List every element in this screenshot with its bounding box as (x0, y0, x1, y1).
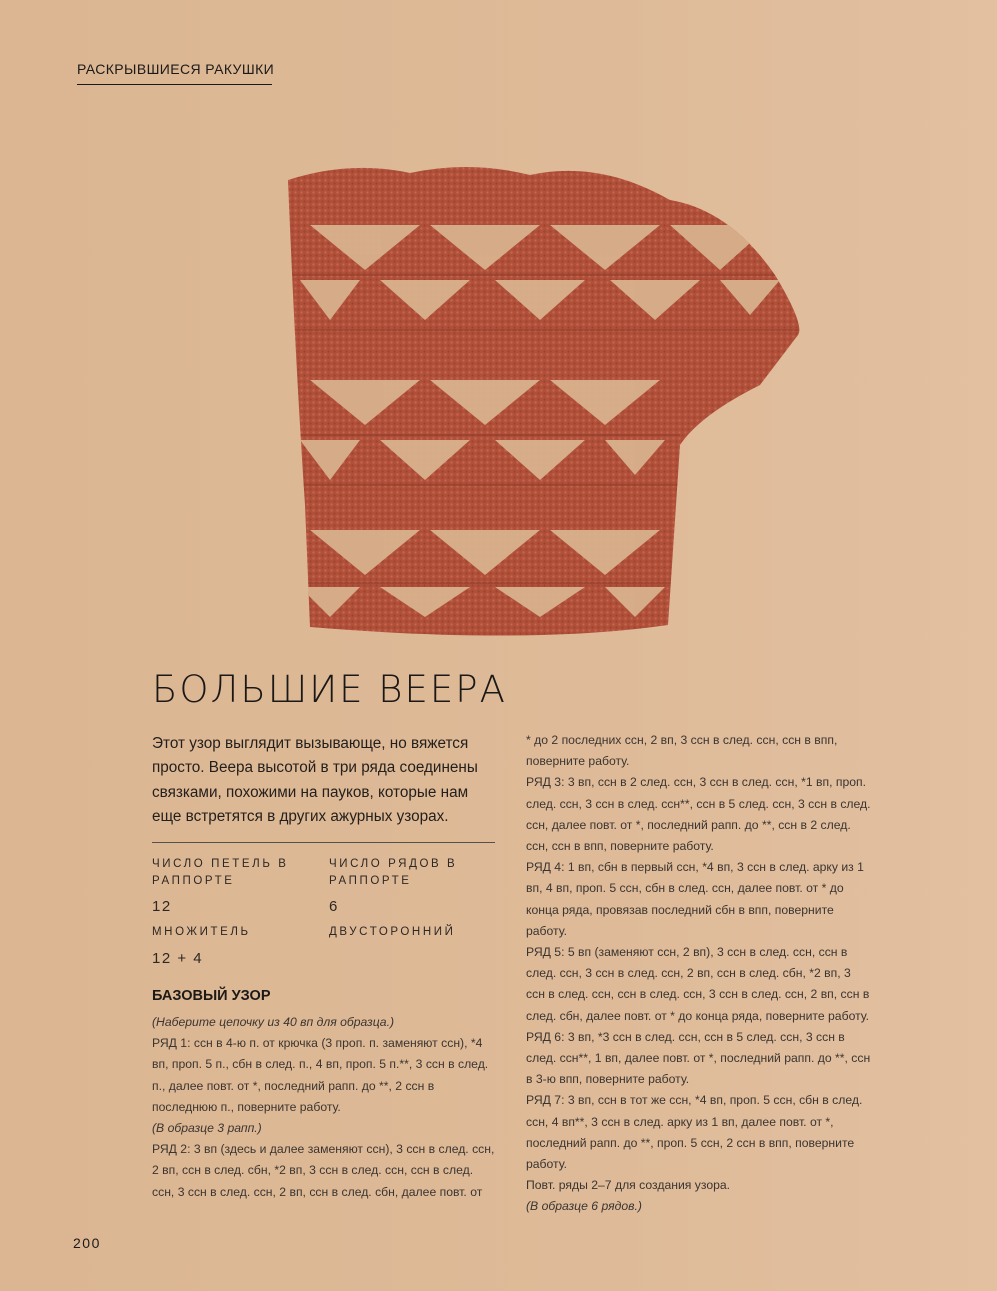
instruction-paragraph: (В образце 3 рапп.) (152, 1121, 262, 1136)
stitches-value: 12 (152, 898, 172, 915)
instruction-paragraph: РЯД 5: 5 вп (заменяют ссн, 2 вп), 3 ссн в след. ссн, ссн в след. ссн, 3 ссн в след. ссн, 2 вп, ссн в след. сбн, *2 вп, 3 ссн в след. ссн, ссн в след. ссн, 3 ссн в след. ссн, 2 вп, ссн в след. сбн, далее повт. от * до конца ряда, поверните работу. (526, 945, 870, 1023)
intro-rule (152, 842, 495, 843)
crochet-swatch-photo (270, 155, 815, 650)
instructions-right-column (526, 730, 873, 1218)
page-title: БОЛЬШИЕ ВЕЕРА (152, 668, 507, 711)
instruction-paragraph: РЯД 3: 3 вп, ссн в 2 след. ссн, 3 ссн в след. ссн, *1 вп, проп. след. ссн, 3 ссн в след. ссн**, ссн в 5 след. ссн, 3 ссн в след. ссн, далее повт. от *, последний рапп. до **, ссн в 2 след. ссн, ссн в впп, поверните работу. (526, 775, 871, 854)
instruction-paragraph: РЯД 4: 1 вп, сбн в первый ссн, *4 вп, 3 ссн в след. арку из 1 вп, 4 вп, проп. 5 ссн, сбн в след. ссн, далее повт. от * до конца ряда, провязав последний сбн в впп, поверните работу. (526, 860, 864, 938)
instruction-paragraph: РЯД 2: 3 вп (здесь и далее заменяют ссн), 3 ссн в след. ссн, 2 вп, ссн в след. сбн, *2 вп, 3 ссн в след. ссн, ссн в след. ссн, 3 ссн в след. ссн, 2 вп, ссн в след. сбн, далее повт. от (152, 1142, 495, 1199)
instruction-paragraph: * до 2 последних ссн, 2 вп, 3 ссн в след. ссн, ссн в впп, поверните работу. (526, 733, 838, 769)
section-title: РАСКРЫВШИЕСЯ РАКУШКИ (77, 61, 275, 77)
instruction-paragraph: (Наберите цепочку из 40 вп для образца.) (152, 1015, 395, 1029)
instructions-left-column (152, 1012, 497, 1203)
instruction-paragraph: (В образце 6 рядов.) (526, 1199, 642, 1214)
intro-text: Этот узор выглядит вызывающе, но вяжется просто. Веера высотой в три ряда соединены связками, похожими на пауков, которые нам еще встретятся в других ажурных узорах. (152, 735, 478, 825)
section-rule (77, 84, 272, 85)
page-number: 200 (73, 1235, 101, 1251)
instruction-paragraph: Повт. ряды 2–7 для создания узора. (526, 1178, 731, 1193)
stitches-label: ЧИСЛО ПЕТЕЛЬ В РАППОРТЕ (152, 858, 289, 887)
instruction-paragraph: РЯД 6: 3 вп, *3 ссн в след. ссн, ссн в 5 след. ссн, 3 ссн в след. ссн**, 1 вп, далее повт. от *, последний рапп. до **, ссн в 3-ю впп, поверните работу. (526, 1029, 871, 1087)
multiplier-label: МНОЖИТЕЛЬ (152, 926, 251, 938)
base-pattern-heading: БАЗОВЫЙ УЗОР (152, 988, 271, 1004)
rows-label: ЧИСЛО РЯДОВ В РАППОРТЕ (329, 858, 458, 887)
instruction-paragraph: РЯД 7: 3 вп, ссн в тот же ссн, *4 вп, проп. 5 ссн, сбн в след. ссн, 4 вп**, 3 ссн в след. арку из 1 вп, далее повт. от *, последний рапп. до **, проп. 5 ссн, 2 ссн в впп, поверните работу. (526, 1093, 863, 1172)
type-label: ДВУСТОРОННИЙ (329, 926, 456, 938)
instruction-paragraph: РЯД 1: ссн в 4-ю п. от крючка (3 проп. п. заменяют ссн), *4 вп, проп. 5 п., сбн в след. п., 4 вп, проп. 5 п.**, 3 ссн в след. п., далее повт. от *, последний рапп. до **, 2 ссн в последнюю п., поверните работу. (152, 1036, 489, 1114)
multiplier-value: 12 + 4 (152, 950, 204, 967)
rows-value: 6 (329, 898, 339, 915)
